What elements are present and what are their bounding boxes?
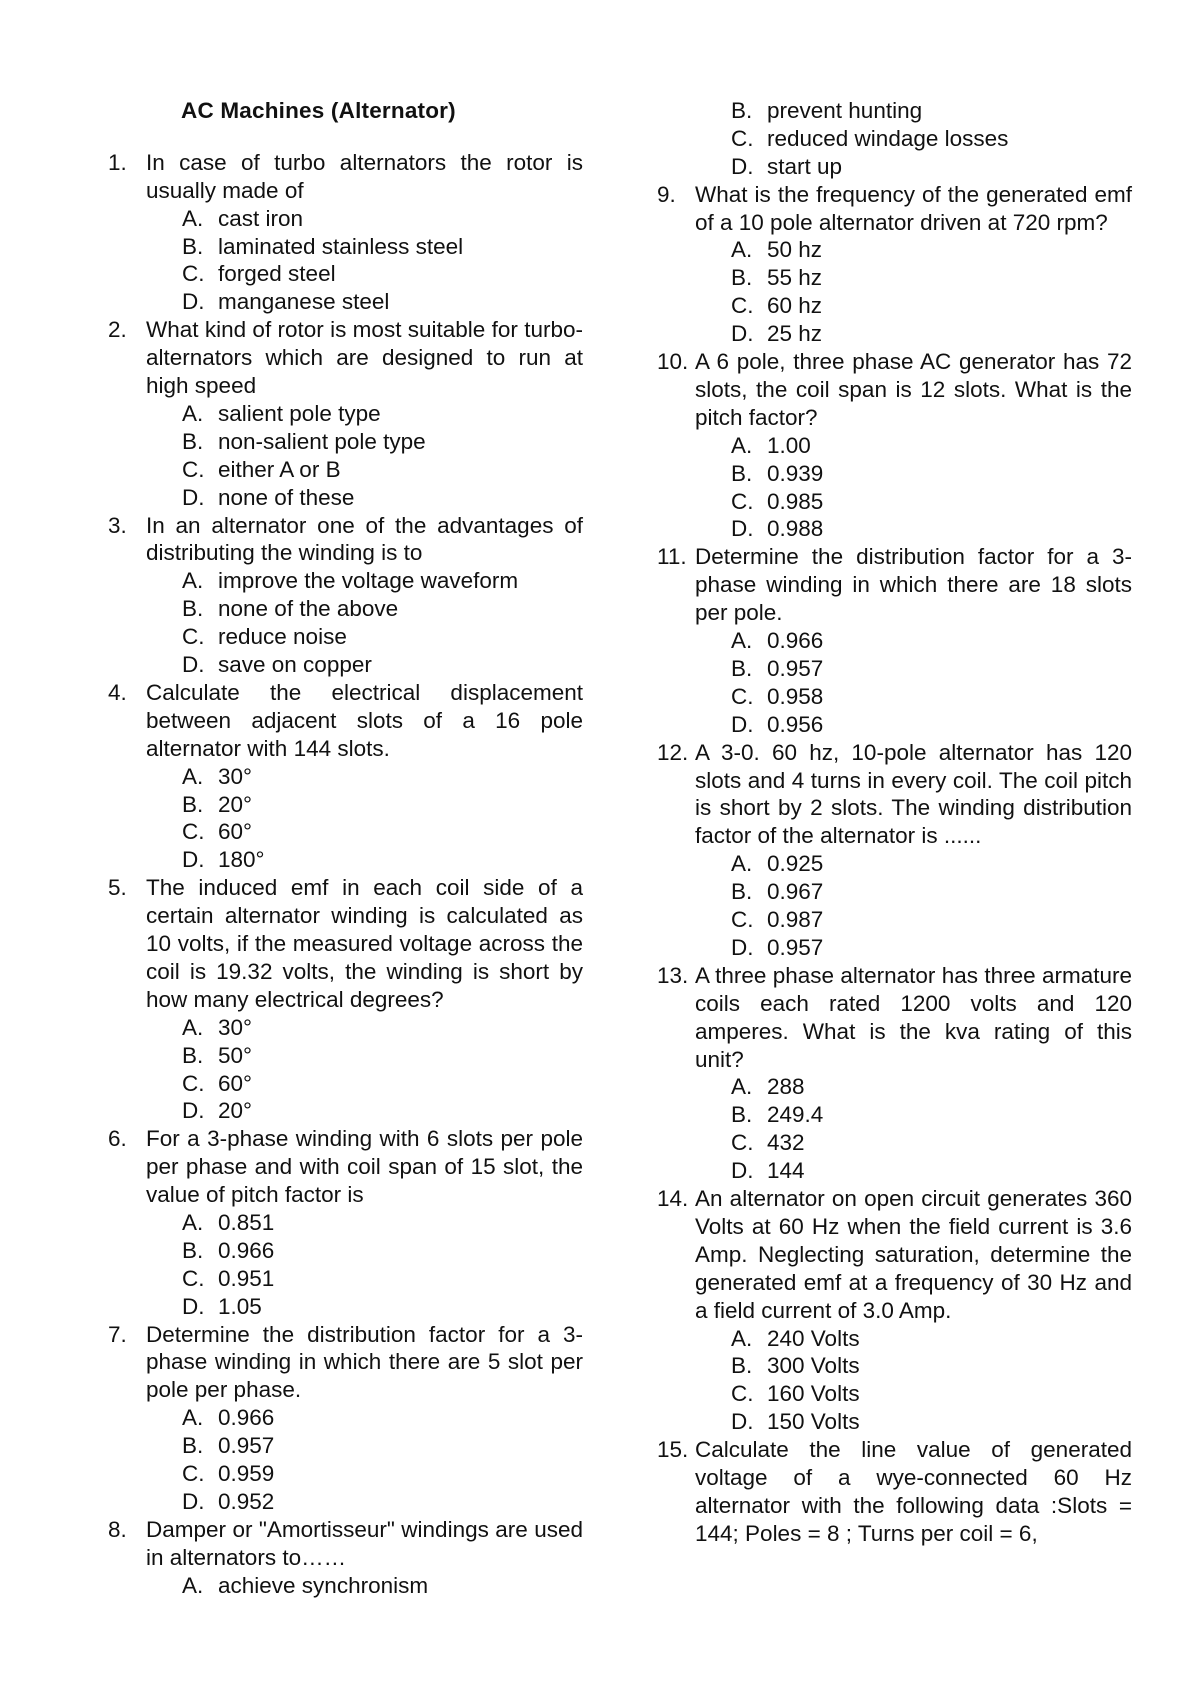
question-number: 12. bbox=[657, 739, 689, 765]
page-title: AC Machines (Alternator) bbox=[181, 98, 456, 123]
question-stem bbox=[637, 181, 1132, 237]
option-text: 0.851 bbox=[218, 1210, 275, 1236]
option-text: reduce noise bbox=[218, 624, 347, 650]
question-number: 14. bbox=[657, 1185, 689, 1211]
question-item bbox=[88, 1125, 583, 1320]
option-letter: D. bbox=[731, 516, 754, 542]
question-item bbox=[637, 543, 1132, 738]
answer-option bbox=[637, 878, 1132, 906]
option-letter: A. bbox=[182, 763, 204, 789]
option-letter: B. bbox=[182, 233, 204, 259]
question-text: Calculate the electrical displacement between adjacent slots of a 16 pole alternator with 144 slots. bbox=[146, 679, 583, 761]
option-letter: A. bbox=[182, 1014, 204, 1040]
option-letter: D. bbox=[731, 321, 754, 347]
option-list bbox=[88, 763, 583, 875]
option-letter: C. bbox=[731, 1381, 754, 1407]
answer-option bbox=[88, 1014, 583, 1042]
question-item bbox=[637, 181, 1132, 348]
answer-option bbox=[88, 623, 583, 651]
answer-option bbox=[88, 1293, 583, 1321]
question-item bbox=[88, 1321, 583, 1516]
question-item bbox=[88, 316, 583, 511]
answer-option bbox=[637, 1129, 1132, 1157]
answer-option bbox=[88, 484, 583, 512]
question-number: 8. bbox=[108, 1516, 127, 1542]
option-text: 0.957 bbox=[767, 934, 824, 960]
answer-option bbox=[637, 1101, 1132, 1129]
option-letter: A. bbox=[182, 1210, 204, 1236]
answer-option bbox=[637, 683, 1132, 711]
option-list bbox=[88, 1572, 583, 1600]
option-letter: C. bbox=[182, 624, 205, 650]
answer-option bbox=[88, 1070, 583, 1098]
option-letter: B. bbox=[182, 596, 204, 622]
question-item bbox=[637, 739, 1132, 962]
answer-option bbox=[637, 460, 1132, 488]
answer-option bbox=[637, 125, 1132, 153]
answer-option bbox=[637, 488, 1132, 516]
answer-option bbox=[88, 791, 583, 819]
question-item bbox=[637, 1185, 1132, 1436]
option-letter: A. bbox=[731, 1074, 753, 1100]
option-letter: B. bbox=[182, 428, 204, 454]
option-letter: B. bbox=[731, 1353, 753, 1379]
option-text: forged steel bbox=[218, 261, 336, 287]
option-letter: C. bbox=[731, 125, 754, 151]
option-text: 180° bbox=[218, 847, 265, 873]
option-text: cast iron bbox=[218, 205, 304, 231]
option-letter: D. bbox=[182, 1098, 205, 1124]
question-stem bbox=[88, 1516, 583, 1572]
answer-option bbox=[88, 1097, 583, 1125]
answer-option bbox=[88, 1404, 583, 1432]
question-item bbox=[88, 679, 583, 874]
option-letter: C. bbox=[731, 683, 754, 709]
option-text: 0.966 bbox=[218, 1405, 275, 1431]
answer-option bbox=[88, 233, 583, 261]
option-text: 249.4 bbox=[767, 1102, 824, 1128]
answer-option bbox=[88, 456, 583, 484]
option-letter: D. bbox=[731, 934, 754, 960]
answer-option bbox=[637, 1073, 1132, 1101]
answer-option bbox=[88, 1265, 583, 1293]
option-list bbox=[637, 1073, 1132, 1185]
option-text: 60° bbox=[218, 819, 253, 845]
answer-option bbox=[88, 428, 583, 456]
option-list bbox=[637, 850, 1132, 962]
option-text: achieve synchronism bbox=[218, 1572, 429, 1598]
option-text: 30° bbox=[218, 763, 253, 789]
option-letter: D. bbox=[731, 1158, 754, 1184]
question-text: Calculate the line value of generated voltage of a wye-connected 60 Hz alternator with the following data :Slots = 144; Poles = 8 ; Turns per coil = 6, bbox=[695, 1437, 1132, 1546]
option-letter: C. bbox=[182, 819, 205, 845]
option-text: either A or B bbox=[218, 456, 341, 482]
option-letter: D. bbox=[182, 1293, 205, 1319]
question-stem bbox=[88, 874, 583, 1014]
question-stem bbox=[88, 1125, 583, 1209]
right-question-list bbox=[637, 181, 1132, 1548]
option-text: start up bbox=[767, 153, 843, 179]
option-list bbox=[637, 432, 1132, 544]
option-list bbox=[88, 1404, 583, 1516]
option-letter: C. bbox=[182, 1070, 205, 1096]
left-question-list bbox=[88, 149, 583, 1600]
option-letter: B. bbox=[182, 791, 204, 817]
option-letter: B. bbox=[182, 1042, 204, 1068]
answer-option bbox=[637, 1325, 1132, 1353]
option-text: 55 hz bbox=[767, 265, 823, 291]
option-letter: B. bbox=[731, 265, 753, 291]
continued-options bbox=[637, 97, 1132, 181]
option-letter: C. bbox=[731, 1130, 754, 1156]
question-stem bbox=[88, 316, 583, 400]
option-text: improve the voltage waveform bbox=[218, 568, 519, 594]
option-letter: D. bbox=[731, 1409, 754, 1435]
option-letter: C. bbox=[731, 907, 754, 933]
answer-option bbox=[88, 595, 583, 623]
question-text: What is the frequency of the generated emf of a 10 pole alternator driven at 720 rpm? bbox=[695, 181, 1132, 235]
question-number: 2. bbox=[108, 317, 127, 343]
answer-option bbox=[88, 567, 583, 595]
question-text: In case of turbo alternators the rotor is usually made of bbox=[146, 149, 583, 203]
question-number: 1. bbox=[108, 149, 127, 175]
option-text: save on copper bbox=[218, 652, 372, 678]
option-text: 160 Volts bbox=[767, 1381, 860, 1407]
question-stem bbox=[637, 348, 1132, 432]
question-stem bbox=[88, 1321, 583, 1405]
question-text: A 3-0. 60 hz, 10-pole alternator has 120 slots and 4 turns in every coil. The coil pitch is short by 2 slots. The winding distribution factor of the alternator is ...... bbox=[695, 739, 1132, 849]
question-number: 13. bbox=[657, 962, 689, 988]
left-column bbox=[88, 97, 583, 1600]
right-column bbox=[637, 97, 1132, 1548]
option-text: 0.958 bbox=[767, 683, 824, 709]
answer-option bbox=[637, 934, 1132, 962]
option-letter: A. bbox=[731, 851, 753, 877]
option-text: non-salient pole type bbox=[218, 428, 426, 454]
answer-option bbox=[637, 1380, 1132, 1408]
answer-option bbox=[637, 153, 1132, 181]
option-text: 0.951 bbox=[218, 1265, 275, 1291]
answer-option bbox=[637, 292, 1132, 320]
question-item bbox=[637, 962, 1132, 1185]
option-text: 20° bbox=[218, 1098, 253, 1124]
option-letter: D. bbox=[182, 1488, 205, 1514]
question-text: The induced emf in each coil side of a certain alternator winding is calculated as 10 volts, if the measured voltage across the coil is 19.32 volts, the winding is short by how many electrical degrees? bbox=[146, 875, 583, 1012]
question-stem bbox=[637, 1436, 1132, 1548]
question-text: Damper or "Amortisseur" windings are used in alternators to…… bbox=[146, 1516, 583, 1570]
question-number: 6. bbox=[108, 1126, 127, 1152]
question-stem bbox=[637, 739, 1132, 851]
option-text: none of these bbox=[218, 484, 355, 510]
option-text: 300 Volts bbox=[767, 1353, 860, 1379]
question-text: Determine the distribution factor for a 3-phase winding in which there are 5 slot per pole per phase. bbox=[146, 1321, 583, 1403]
question-text: What kind of rotor is most suitable for turbo-alternators which are designed to run at high speed bbox=[146, 317, 583, 399]
option-text: 0.985 bbox=[767, 488, 824, 514]
option-text: 0.966 bbox=[767, 628, 824, 654]
answer-option bbox=[88, 1042, 583, 1070]
answer-option bbox=[637, 1408, 1132, 1436]
answer-option bbox=[637, 432, 1132, 460]
question-number: 3. bbox=[108, 512, 127, 538]
answer-option bbox=[88, 260, 583, 288]
option-letter: A. bbox=[731, 432, 753, 458]
option-letter: B. bbox=[731, 1102, 753, 1128]
option-text: 432 bbox=[767, 1130, 805, 1156]
option-text: 0.952 bbox=[218, 1488, 275, 1514]
answer-option bbox=[88, 1237, 583, 1265]
question-number: 15. bbox=[657, 1437, 689, 1463]
option-text: 144 bbox=[767, 1158, 805, 1184]
question-number: 5. bbox=[108, 875, 127, 901]
answer-option bbox=[637, 236, 1132, 264]
option-letter: A. bbox=[182, 1572, 204, 1598]
option-list bbox=[637, 236, 1132, 348]
option-text: 20° bbox=[218, 791, 253, 817]
option-text: 0.956 bbox=[767, 711, 824, 737]
answer-option bbox=[88, 763, 583, 791]
option-text: 1.05 bbox=[218, 1293, 262, 1319]
answer-option bbox=[88, 288, 583, 316]
option-letter: C. bbox=[182, 1461, 205, 1487]
question-number: 11. bbox=[657, 544, 687, 570]
option-list bbox=[88, 205, 583, 317]
option-text: 50° bbox=[218, 1042, 253, 1068]
option-text: 1.00 bbox=[767, 432, 811, 458]
answer-option bbox=[88, 818, 583, 846]
option-letter: D. bbox=[182, 484, 205, 510]
answer-option bbox=[637, 320, 1132, 348]
question-item bbox=[88, 1516, 583, 1600]
option-letter: A. bbox=[731, 628, 753, 654]
option-text: 30° bbox=[218, 1014, 253, 1040]
option-letter: D. bbox=[182, 652, 205, 678]
option-text: 0.957 bbox=[767, 655, 824, 681]
option-letter: B. bbox=[731, 879, 753, 905]
answer-option bbox=[637, 627, 1132, 655]
answer-option bbox=[88, 400, 583, 428]
option-text: 50 hz bbox=[767, 237, 823, 263]
question-item bbox=[88, 149, 583, 316]
answer-option bbox=[637, 850, 1132, 878]
question-text: In an alternator one of the advantages of distributing the winding is to bbox=[146, 512, 583, 566]
option-text: 0.988 bbox=[767, 516, 824, 542]
option-text: 0.939 bbox=[767, 460, 824, 486]
question-text: An alternator on open circuit generates 360 Volts at 60 Hz when the field current is 3.6 Amp. Neglecting saturation, determine the generated emf at a frequency of 30 Hz and a field current of 3.0 Amp. bbox=[695, 1185, 1132, 1323]
answer-option bbox=[88, 846, 583, 874]
answer-option bbox=[88, 1488, 583, 1516]
question-item bbox=[88, 512, 583, 679]
option-letter: D. bbox=[182, 289, 205, 315]
answer-option bbox=[637, 1157, 1132, 1185]
option-list bbox=[637, 1325, 1132, 1437]
option-letter: A. bbox=[182, 1405, 204, 1431]
option-text: 240 Volts bbox=[767, 1325, 860, 1351]
question-stem bbox=[637, 543, 1132, 627]
option-letter: B. bbox=[731, 655, 753, 681]
option-list bbox=[88, 1014, 583, 1126]
answer-option bbox=[637, 655, 1132, 683]
option-list bbox=[637, 627, 1132, 739]
option-text: laminated stainless steel bbox=[218, 233, 464, 259]
question-text: A 6 pole, three phase AC generator has 72 slots, the coil span is 12 slots. What is the pitch factor? bbox=[695, 349, 1132, 430]
answer-option bbox=[88, 1460, 583, 1488]
answer-option bbox=[88, 205, 583, 233]
answer-option bbox=[88, 651, 583, 679]
option-text: reduced windage losses bbox=[767, 125, 1009, 151]
option-text: 60 hz bbox=[767, 293, 823, 319]
answer-option bbox=[88, 1432, 583, 1460]
option-text: 0.925 bbox=[767, 851, 824, 877]
question-number: 10. bbox=[657, 349, 689, 375]
option-letter: A. bbox=[731, 1325, 753, 1351]
option-text: 150 Volts bbox=[767, 1409, 860, 1435]
option-letter: C. bbox=[182, 261, 205, 287]
question-text: Determine the distribution factor for a 3-phase winding in which there are 18 slots per pole. bbox=[695, 544, 1132, 626]
option-letter: A. bbox=[182, 568, 204, 594]
option-text: 0.959 bbox=[218, 1461, 275, 1487]
question-text: A three phase alternator has three armature coils each rated 1200 volts and 120 amperes. What is the kva rating of this unit? bbox=[695, 962, 1132, 1072]
answer-option bbox=[637, 515, 1132, 543]
option-letter: D. bbox=[182, 847, 205, 873]
question-stem bbox=[88, 512, 583, 568]
option-letter: A. bbox=[731, 237, 753, 263]
option-text: 0.967 bbox=[767, 879, 824, 905]
option-letter: A. bbox=[182, 400, 204, 426]
option-list bbox=[88, 400, 583, 512]
question-text: For a 3-phase winding with 6 slots per pole per phase and with coil span of 15 slot, the value of pitch factor is bbox=[146, 1126, 583, 1208]
option-letter: C. bbox=[182, 1265, 205, 1291]
question-stem bbox=[637, 1185, 1132, 1325]
question-item bbox=[637, 1436, 1132, 1548]
question-item bbox=[637, 348, 1132, 543]
answer-option bbox=[637, 97, 1132, 125]
answer-option bbox=[637, 1352, 1132, 1380]
option-letter: B. bbox=[182, 1237, 204, 1263]
option-text: 0.987 bbox=[767, 907, 824, 933]
option-text: prevent hunting bbox=[767, 98, 923, 123]
option-text: manganese steel bbox=[218, 289, 390, 315]
option-text: 25 hz bbox=[767, 321, 823, 347]
option-letter: D. bbox=[731, 711, 754, 737]
option-text: none of the above bbox=[218, 596, 399, 622]
option-letter: C. bbox=[182, 456, 205, 482]
option-letter: A. bbox=[182, 205, 204, 231]
option-letter: B. bbox=[731, 460, 753, 486]
option-letter: C. bbox=[731, 488, 754, 514]
question-stem bbox=[88, 679, 583, 763]
question-stem bbox=[88, 149, 583, 205]
option-letter: B. bbox=[182, 1433, 204, 1459]
option-text: 60° bbox=[218, 1070, 253, 1096]
answer-option bbox=[637, 906, 1132, 934]
option-text: 0.966 bbox=[218, 1237, 275, 1263]
answer-option bbox=[637, 711, 1132, 739]
question-number: 7. bbox=[108, 1321, 127, 1347]
option-letter: D. bbox=[731, 153, 754, 179]
option-letter: C. bbox=[731, 293, 754, 319]
answer-option bbox=[88, 1572, 583, 1600]
option-text: 0.957 bbox=[218, 1433, 275, 1459]
option-list bbox=[88, 1209, 583, 1321]
option-text: 288 bbox=[767, 1074, 805, 1100]
option-list bbox=[88, 567, 583, 679]
question-stem bbox=[637, 962, 1132, 1074]
answer-option bbox=[637, 264, 1132, 292]
question-item bbox=[88, 874, 583, 1125]
option-letter: B. bbox=[731, 98, 753, 123]
question-number: 4. bbox=[108, 679, 127, 705]
option-text: salient pole type bbox=[218, 400, 381, 426]
question-number: 9. bbox=[657, 181, 676, 207]
answer-option bbox=[88, 1209, 583, 1237]
